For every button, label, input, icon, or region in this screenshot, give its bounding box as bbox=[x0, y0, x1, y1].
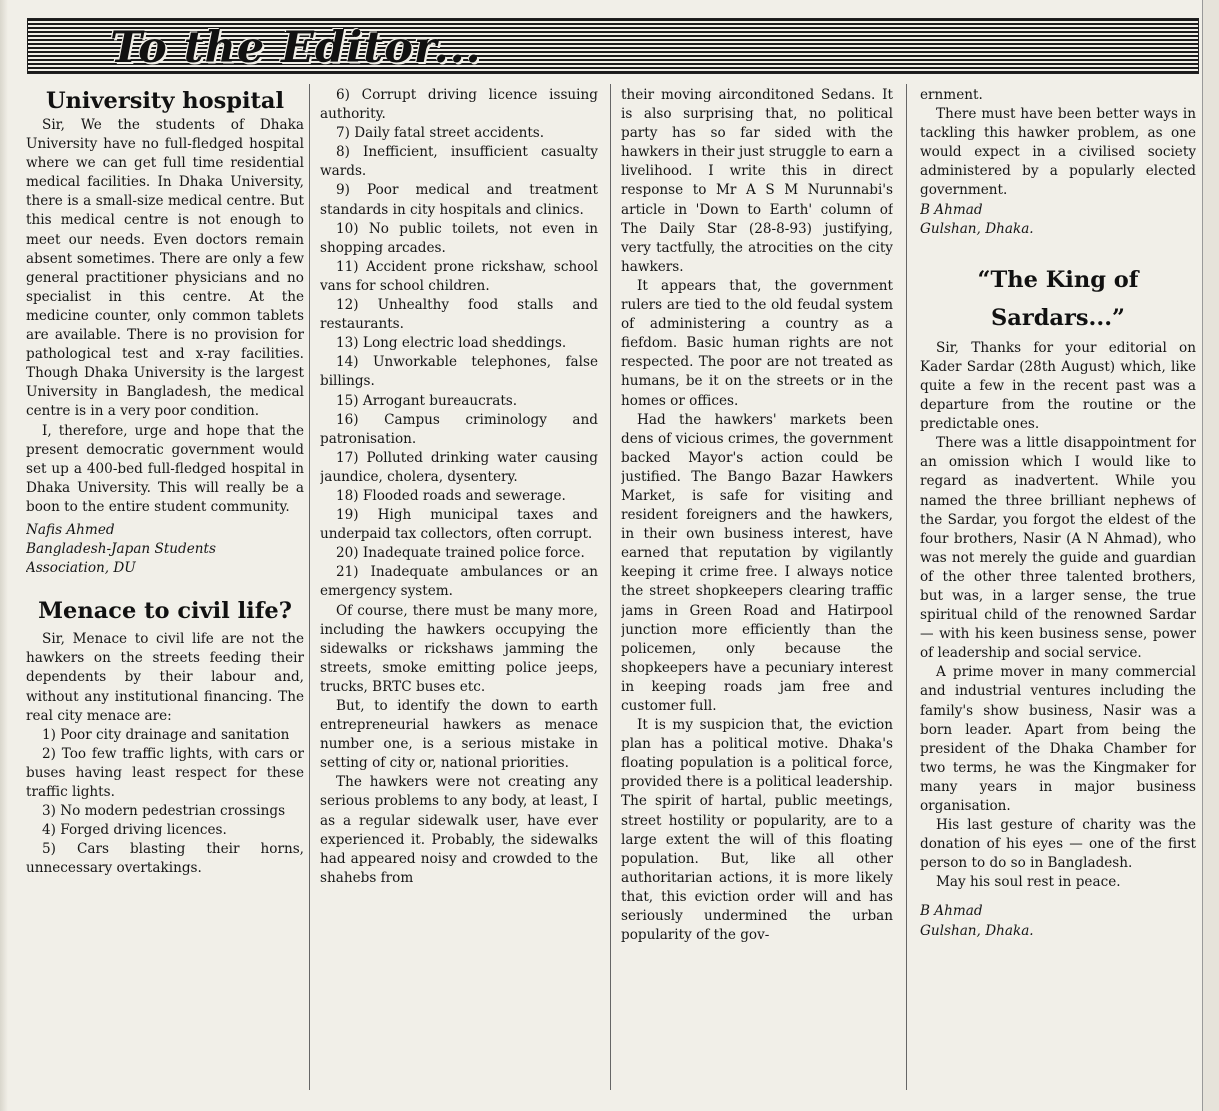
letter-paragraph: There was a little disappointment for an omission which I would like to regard as inadvertent. While you named the three brilliant nephews of the Sardar, you forgot the eldest of the four brothers, Nasir (A N Ahmad), who was not merely the guide and guardian of the other three talented brothers, but was, in a larger sense, the true spiritual child of the renowned Sardar — with his keen business sense, power of leadership and social service. bbox=[920, 435, 1196, 662]
letter-headline: Menace to civil life? bbox=[38, 598, 292, 625]
list-item: 13) Long electric load sheddings. bbox=[336, 335, 567, 352]
signature-address: Gulshan, Dhaka. bbox=[920, 220, 1034, 237]
letter-paragraph: May his soul rest in peace. bbox=[936, 874, 1121, 891]
letter-paragraph: It appears that, the government rulers are tied to the old feudal system of administering a country as a fiefdom. Basic human rights are not respected. The poor are not treated as humans, be it on the streets or in the homes or offices. bbox=[621, 277, 893, 409]
letter-paragraph: Sir, Menace to civil life are not the hawkers on the streets feeding their dependents by their labour and, without any institutional financing. The real city menace are: bbox=[26, 631, 304, 724]
list-item: 20) Inadequate trained police force. bbox=[336, 545, 585, 562]
list-item: 16) Campus criminology and patronisation. bbox=[320, 411, 598, 447]
letter-paragraph: ernment. bbox=[920, 87, 983, 103]
column-1 bbox=[26, 86, 304, 1091]
letter-paragraph: I, therefore, urge and hope that the present democratic government would set up a 400-bed full-fledged hospital in Dhaka University. This will really be a boon to the entire student community. bbox=[26, 422, 304, 515]
letter-paragraph: A prime mover in many commercial and industrial ventures including the family's show business, Nasir was a born leader. Apart from being the president of the Dhaka Chamber for two terms, he was the Kingmaker for many years in major business organisation. bbox=[920, 664, 1196, 814]
signature-address: Gulshan, Dhaka. bbox=[920, 922, 1034, 939]
list-item: 3) No modern pedestrian crossings bbox=[42, 803, 286, 820]
letter-paragraph: their moving airconditoned Sedans. It is also surprising that, no political party has so far sided with the hawkers in their just struggle to earn a livelihood. I write this in direct response to Mr A S M Nurunnabi's article in 'Down to Earth' column of The Daily Star (28-8-93) justifying, very tactfully, the atrocities on the city hawkers. bbox=[621, 87, 893, 275]
banner-title: To the Editor... bbox=[110, 23, 482, 73]
column-3 bbox=[621, 86, 893, 1091]
signature-name: B Ahmad bbox=[920, 903, 983, 920]
list-item: 21) Inadequate ambulances or an emergency system. bbox=[320, 564, 598, 600]
list-item: 19) High municipal taxes and underpaid tax collectors, often corrupt. bbox=[320, 507, 598, 543]
column-rule bbox=[309, 84, 310, 1090]
signature-org: Association, DU bbox=[26, 560, 136, 577]
letter-paragraph: His last gesture of charity was the donation of his eyes — one of the first person to do so in Bangladesh. bbox=[920, 817, 1196, 872]
list-item: 8) Inefficient, insufficient casualty wards. bbox=[320, 144, 598, 180]
page-edge-left bbox=[0, 0, 8, 1111]
letter-paragraph: Of course, there must be many more, including the hawkers occupying the sidewalks or rickshaws jamming the streets, smoke emitting police jeeps, trucks, BRTC buses etc. bbox=[320, 602, 598, 695]
letter-paragraph: Sir, Thanks for your editorial on Kader Sardar (28th August) which, like quite a few in the recent past was a departure from the routine or the predictable ones. bbox=[920, 339, 1196, 433]
list-item: 9) Poor medical and treatment standards in city hospitals and clinics. bbox=[320, 182, 598, 218]
page-edge-right bbox=[1202, 0, 1219, 1111]
signature-name: Nafis Ahmed bbox=[26, 521, 115, 538]
letter-headline: University hospital bbox=[45, 88, 285, 114]
list-item: 7) Daily fatal street accidents. bbox=[336, 125, 545, 142]
column-2 bbox=[320, 86, 598, 1091]
letter-paragraph: The hawkers were not creating any serious problems to any body, at least, I as a regular sidewalk user, have ever experienced it. Probably, the sidewalks had appeared noisy and crowded to the shahebs from bbox=[320, 774, 598, 886]
section-banner bbox=[27, 18, 1199, 74]
letter-paragraph: There must have been better ways in tackling this hawker problem, as one would expect in a civilised society administered by a popularly elected government. bbox=[920, 106, 1196, 199]
letter-headline: “The King of Sardars...” bbox=[977, 266, 1139, 331]
column-rule bbox=[906, 84, 907, 1090]
letter-paragraph: Had the hawkers' markets been dens of vicious crimes, the government backed Mayor's action could be justified. The Bango Bazar Hawkers Market, is safe for visiting and resident foreigners and the hawkers, in their own business interest, have earned that reputation by vigilantly keeping it crime free. I always notice the street shopkeepers clearing traffic jams in Green Road and Hatirpool junction more efficiently than the policemen, only because the shopkeepers have a pecuniary interest in keeping roads jam free and customer full. bbox=[621, 411, 893, 714]
signature-name: B Ahmad bbox=[920, 201, 983, 218]
list-item: 4) Forged driving licences. bbox=[42, 822, 227, 839]
list-item: 11) Accident prone rickshaw, school vans for school children. bbox=[320, 258, 598, 294]
list-item: 15) Arrogant bureaucrats. bbox=[336, 392, 518, 409]
list-item: 18) Flooded roads and sewerage. bbox=[336, 487, 566, 504]
list-item: 12) Unhealthy food stalls and restaurants. bbox=[320, 297, 598, 333]
list-item: 17) Polluted drinking water causing jaundice, cholera, dysentery. bbox=[320, 449, 598, 485]
list-item: 1) Poor city drainage and sanitation bbox=[42, 726, 290, 743]
list-item: 5) Cars blasting their horns, unnecessary overtakings. bbox=[26, 841, 304, 877]
list-item: 10) No public toilets, not even in shopping arcades. bbox=[320, 220, 598, 256]
list-item: 2) Too few traffic lights, with cars or buses having least respect for these traffic lights. bbox=[26, 745, 304, 800]
signature-org: Bangladesh-Japan Students bbox=[26, 541, 216, 558]
column-4 bbox=[920, 86, 1196, 1091]
column-rule bbox=[610, 84, 611, 1090]
letter-paragraph: Sir, We the students of Dhaka University have no full-fledged hospital where we can get full time residential medical facilities. In Dhaka University, there is a small-size medical centre. But this medical centre is not enough to meet our needs. Even doctors remain absent sometimes. There are only a few general practitioner physicians and no specialist in this centre. At the medicine counter, only common tablets are available. There is no provision for pathological test and x-ray facilities. Though Dhaka University is the largest University in Bangladesh, the medical centre is in a very poor condition. bbox=[26, 117, 304, 420]
list-item: 6) Corrupt driving licence issuing authority. bbox=[320, 87, 598, 123]
letter-paragraph: It is my suspicion that, the eviction plan has a political motive. Dhaka's floating population is a political force, provided there is a political leadership. The spirit of hartal, public meetings, street hostility or popularity, are to a large extent the will of this floating population. But, like all other authoritarian actions, it is more likely that, this eviction order will and has seriously undermined the urban popularity of the gov- bbox=[621, 717, 893, 944]
letter-paragraph: But, to identify the down to earth entrepreneurial hawkers as menace number one, is a serious mistake in setting of city or, national priorities. bbox=[320, 698, 598, 772]
list-item: 14) Unworkable telephones, false billings. bbox=[320, 354, 598, 390]
